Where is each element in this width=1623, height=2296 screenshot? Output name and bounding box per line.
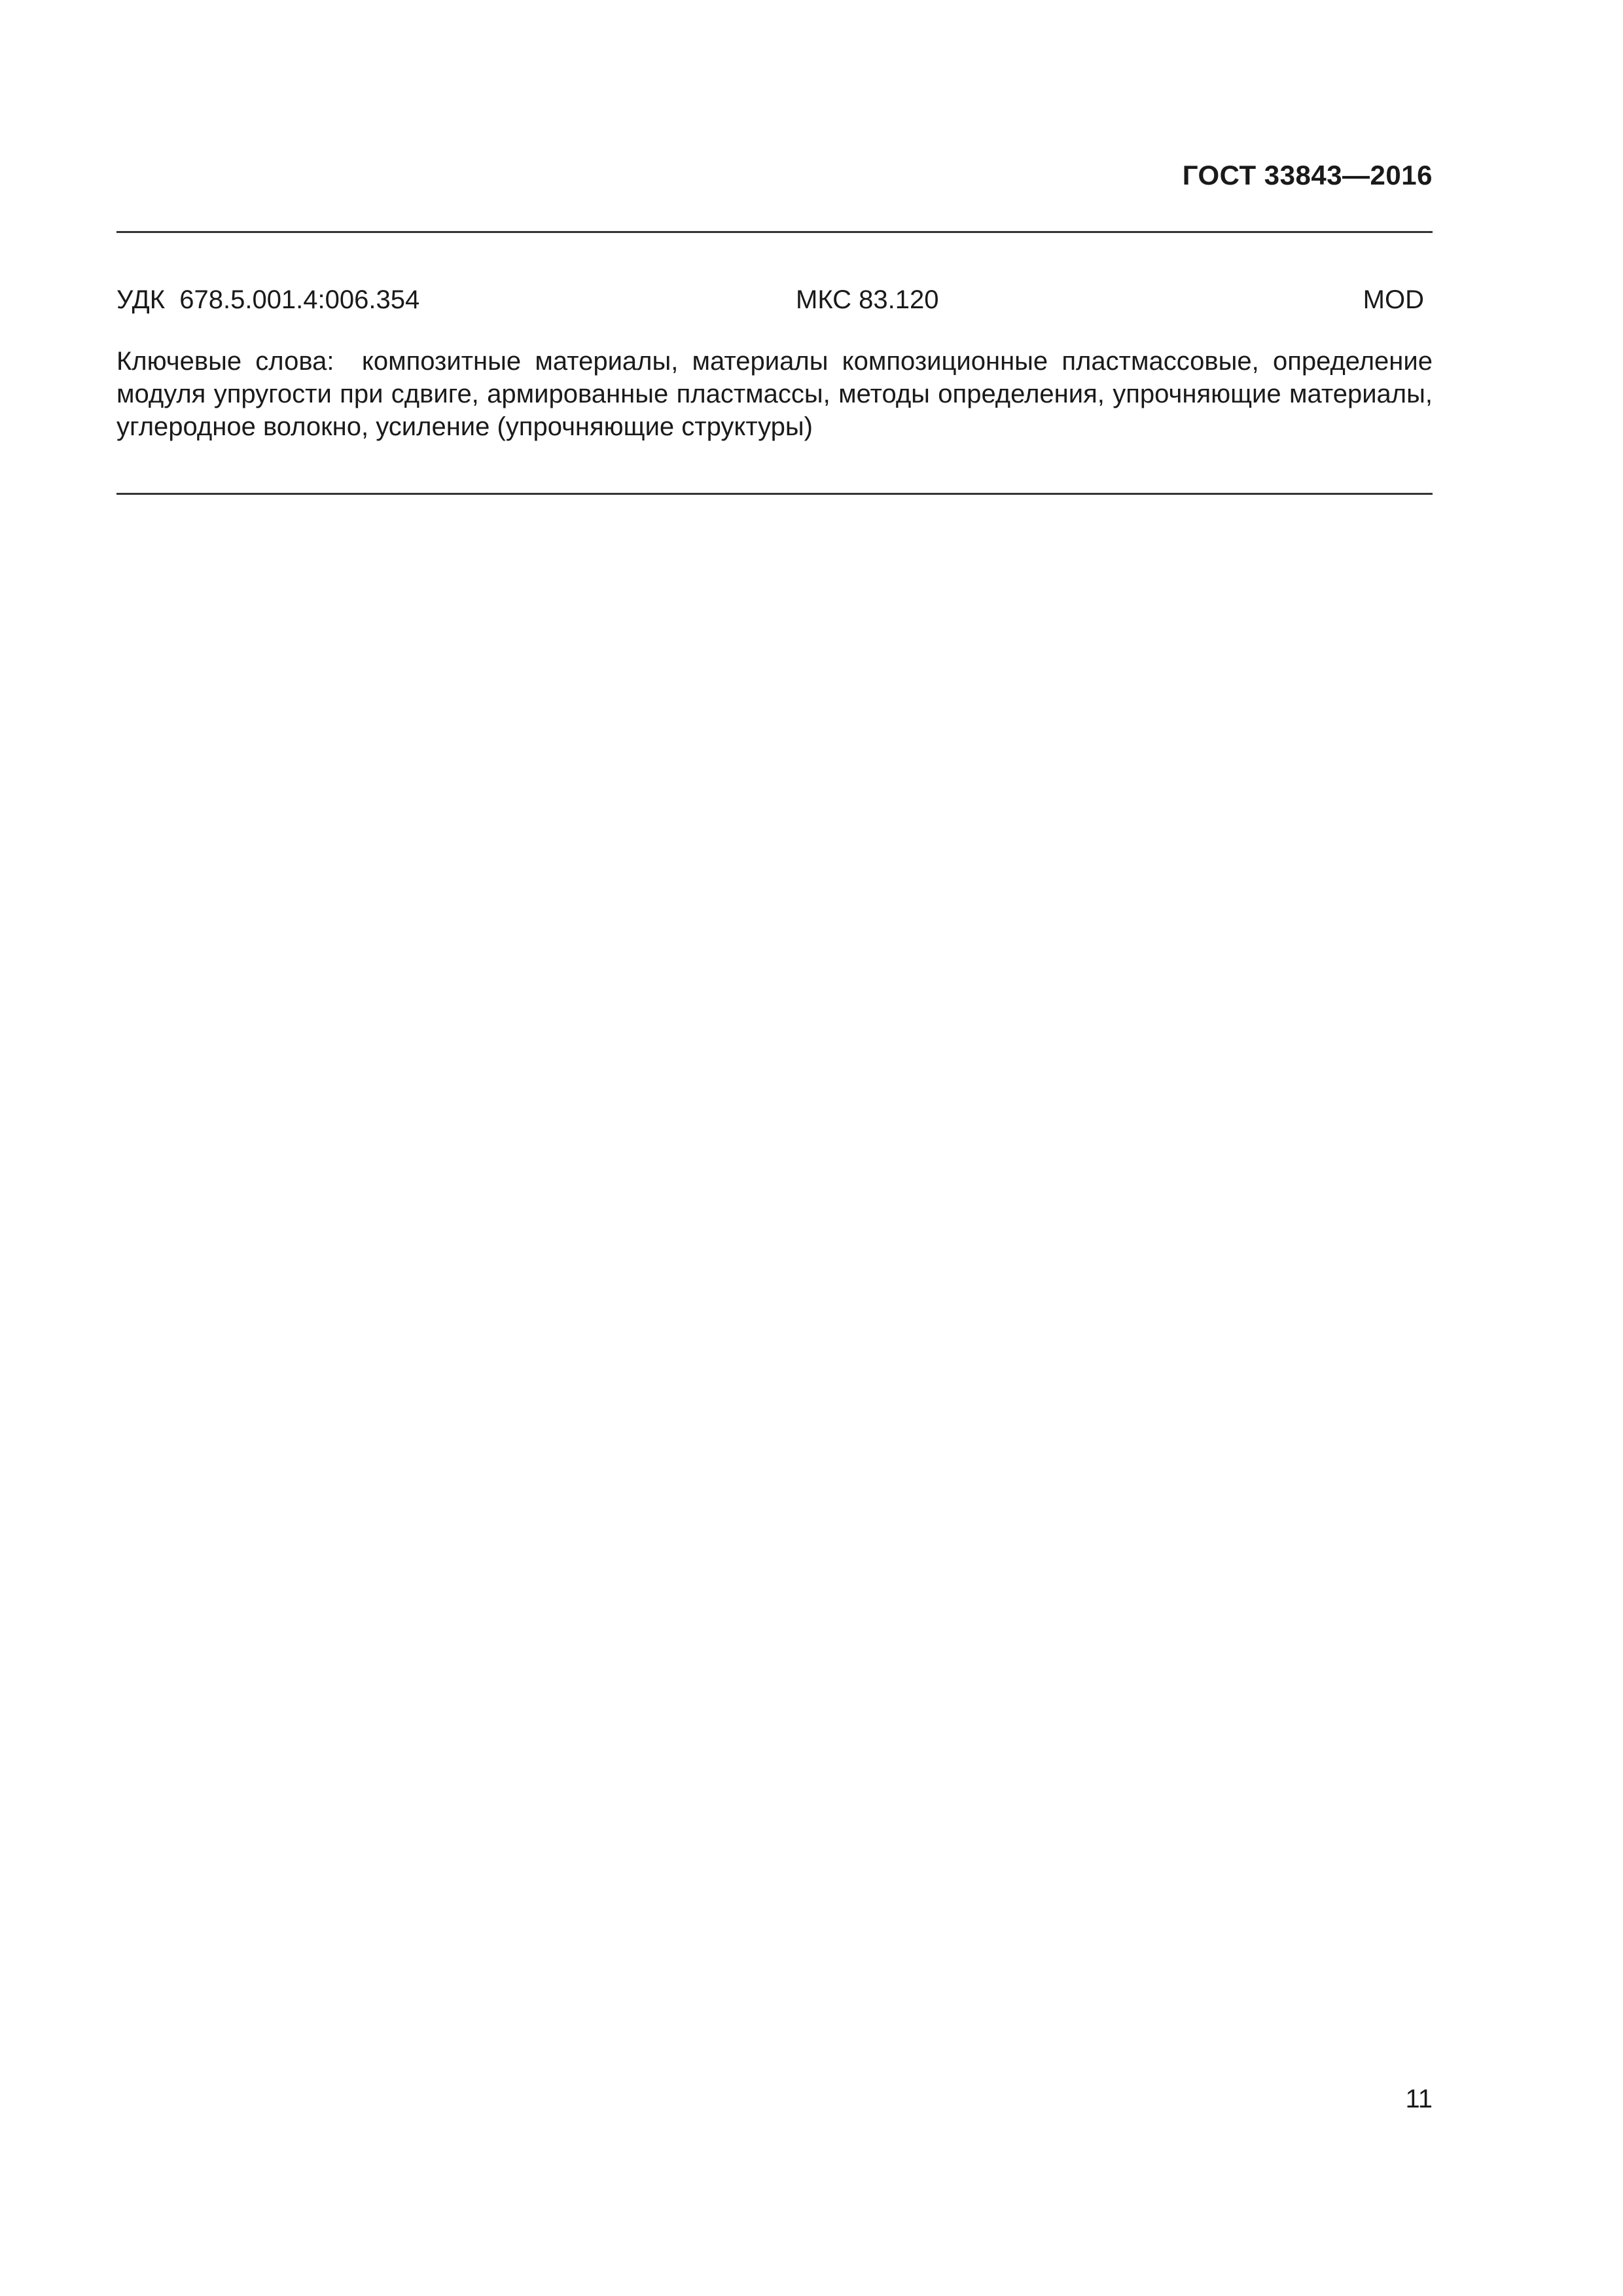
standard-code-header: ГОСТ 33843—2016: [1182, 160, 1433, 190]
keywords-paragraph: [116, 345, 1433, 443]
udk-code: УДК 678.5.001.4:006.354: [116, 285, 420, 314]
keywords-label: Ключевые слова:: [116, 347, 362, 376]
bottom-divider: [116, 493, 1433, 495]
modification-degree: MOD: [1363, 285, 1424, 314]
mks-code: МКС 83.120: [796, 285, 939, 314]
keywords-text: композитные материалы, материалы композиционные пластмассовые, определение модуля упругости при сдвиге, армированные пластмассы, методы определения, упрочняющие материалы, углеродное волокно, усиление (упрочняющие структуры): [116, 347, 1433, 441]
page-number: 11: [1405, 2085, 1433, 2113]
top-divider: [116, 231, 1433, 233]
classification-row: [116, 281, 1433, 318]
